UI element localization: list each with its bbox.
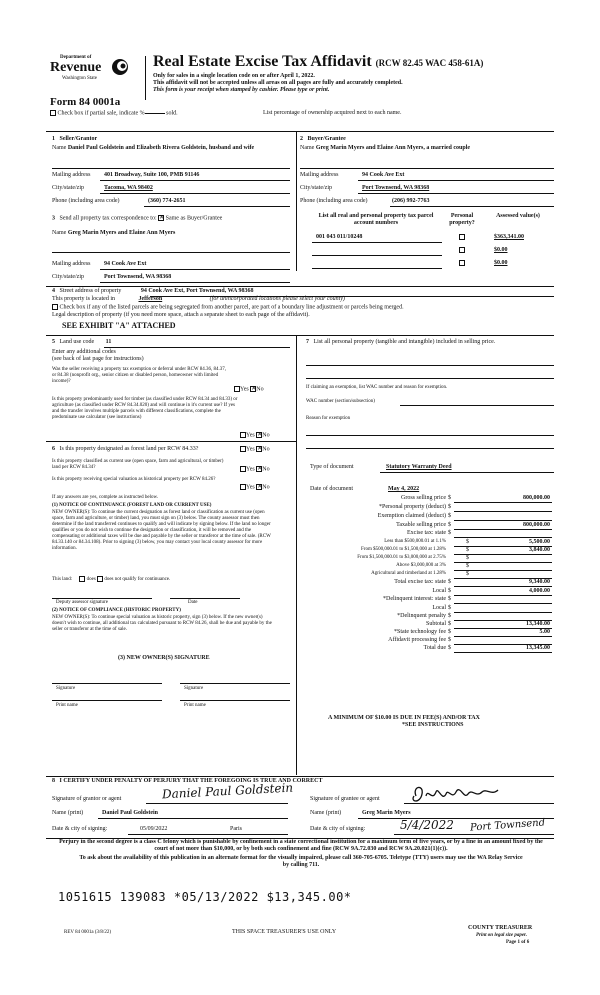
legal-description-label: Legal description of property (if you need more space, attach a separate sheet to each page of the affidavit).	[52, 312, 310, 318]
buyer-name	[300, 145, 556, 152]
doc-type-value[interactable]: Statutory Warranty Deed	[386, 464, 452, 470]
located-row	[52, 296, 345, 303]
land-use-label: Land use code	[59, 339, 95, 345]
same-as-buyer-label: Same as Buyer/Grantee	[165, 215, 223, 222]
header-line3: This form is your receipt when stamped by cashier. Please type or print.	[153, 87, 330, 93]
new-owner-print-label-1: Print name	[56, 703, 78, 708]
sec6-q1-answer	[240, 446, 270, 453]
sec5-q2: Is this property predominantly used for timber (as classified under RCW 84.34 and 84.33) or agriculture (as classified under RCW 84.34.020) and will continue in it's current use? If yes and the transfer involves multiple parcels with different classifications, complete the predominate use calculator (see instructions)	[52, 397, 238, 420]
page-number: Page 1 of 6	[506, 940, 530, 945]
sec5-q2-yes-label: Yes	[246, 432, 255, 439]
located-label: This property is located in	[52, 296, 115, 302]
sec5-q1-no-checkbox[interactable]: ✕	[251, 386, 257, 392]
segregate-checkbox[interactable]	[52, 304, 58, 310]
sec8-num: 8	[52, 778, 55, 784]
sec6-q4: If any answers are yes, complete as instructed below.	[52, 495, 159, 500]
sec6-num: 6	[52, 446, 55, 452]
partial-sale-checkbox[interactable]	[50, 110, 56, 116]
land-use-code[interactable]: 11	[105, 339, 112, 345]
tax-row-value[interactable]: 800,000.00	[523, 495, 550, 501]
tax-row-value[interactable]: 800,000.00	[523, 522, 550, 528]
reason-label: Reason for exemption	[306, 416, 351, 421]
street-num: 4	[52, 288, 55, 294]
segregate-row	[52, 304, 404, 311]
logo-bottom-text: Washington State	[62, 76, 98, 81]
tax-row-label: Affidavit processing fee	[388, 637, 446, 643]
tax-row-value[interactable]: 13,340.00	[526, 621, 550, 627]
grantor-name-value[interactable]: Daniel Paul Goldstein	[102, 810, 159, 816]
wac-label: WAC number (section/subsection)	[306, 399, 375, 404]
unincorp-note: (for unincorporated locations please select your county)	[209, 296, 345, 302]
parcels-header-accounts: List all real and personal property tax parcel account numbers	[318, 213, 434, 226]
correspondence-label: Send all property tax correspondence to:	[59, 215, 157, 222]
seller-name-label: Name	[52, 145, 67, 151]
minimum-fee-note: A MINIMUM OF $10.00 IS DUE IN FEE(S) AND/OR TAX	[328, 715, 480, 721]
tax-row-dollar: $	[466, 547, 469, 553]
tax-row-label: Above $3,000,000 at 3%	[396, 563, 446, 568]
grantee-signature-scribble[interactable]	[408, 782, 508, 808]
tax-row-value[interactable]: 3,840.00	[529, 547, 550, 553]
grantor-signature[interactable]: Daniel Paul Goldstein	[161, 780, 294, 802]
notice1-text: NEW OWNER(S): To continue the current designation as forest land or classification as current use (open space, farm and agriculture, or timber) land, you must sign on (3) below. The county assessor must then determine if the land transferred continues to qualify and will indicate by signing below. If the land no longer qualifies or you do not wish to continue the designation or classification, it will be removed and the compensating or additional taxes will be due and payable by the seller or transferor at the time of sale. (RCW 84.33.140 or 84.34.108). Prior to signing (3) below, you may contact your local county assessor for more information.	[52, 510, 271, 551]
tax-row-label: *Personal property (deduct)	[379, 504, 446, 510]
tax-row-label: Exemption claimed (deduct)	[377, 513, 446, 519]
tax-row-line	[454, 537, 552, 538]
correspondence-city-label: City/state/zip	[52, 274, 84, 280]
tax-row-label: From $1,500,000.01 to $3,000,000 at 2.75%	[357, 555, 446, 560]
tax-row-line	[454, 652, 552, 653]
grantor-date-label: Date & city of signing:	[52, 826, 108, 832]
tax-row-label: From $500,000.01 to $1,500,000 at 1.28%	[361, 547, 446, 552]
segregate-label: Check box if any of the listed parcels are being segregated from another parcel, are part of a boundary line adjustment or parcels being merged.	[59, 304, 404, 311]
tax-row-dollar: $	[448, 621, 451, 627]
cashier-stamp: 1051615 139083 *05/13/2022 $13,345.00*	[58, 890, 352, 904]
sec5-q2-no-label: No	[262, 432, 270, 439]
parcel-value-1[interactable]: $363,341.00	[494, 234, 524, 240]
logo-revenue-text: Revenue	[50, 60, 102, 75]
sec6-q1-yes-label: Yes	[246, 446, 255, 453]
tax-row-line	[454, 520, 552, 521]
partial-sale-row	[50, 110, 178, 117]
tax-row-dollar: $	[448, 513, 451, 519]
sec5-q1-answer	[234, 386, 264, 393]
this-land-row	[52, 576, 170, 583]
grantee-date-label: Date & city of signing:	[310, 826, 366, 832]
tax-row-label: Local	[432, 605, 446, 611]
buyer-city-value[interactable]: Port Townsend, WA 98368	[362, 185, 430, 191]
sec6-q3-answer	[240, 484, 270, 491]
tax-row-dollar: $	[448, 645, 451, 651]
tax-row-dollar: $	[466, 563, 469, 569]
rev-number: REV 84 0001a (3/8/22)	[64, 930, 111, 935]
sec5-q1: Was the seller receiving a property tax exemption or deferral under RCW 84.36, 84.37, or 84.38 (nonprofit org., senior citizen or disabled person, homeowner with limited income)?	[52, 367, 227, 384]
sec6-q1-text: Is this property designated as forest land per RCW 84.33?	[59, 446, 199, 452]
logo-swirl-icon	[110, 57, 130, 77]
buyer-phone-label: Phone (including area code)	[300, 198, 368, 204]
new-owner-print-label-2: Print name	[184, 703, 206, 708]
notice2-text: NEW OWNER(S): To continue special valuation as historic property, sign (3) below. If the new owner(s) doesn't wish to continue, all additional tax calculated pursuant to RCW 84.26, shall be due and payable by the seller or transferor at the time of sale.	[52, 615, 272, 632]
notice2-title: (2) NOTICE OF COMPLIANCE (HISTORIC PROPERTY)	[52, 608, 181, 613]
tax-row-dollar: $	[448, 495, 451, 501]
sec6-q3: Is this property receiving special valuation as historical property per RCW 84.26?	[52, 477, 216, 482]
seller-name-value[interactable]: Daniel Paul Goldstein and Elizabeth Rivera Goldstein, husband and wife	[67, 145, 255, 151]
ownership-note: List percentage of ownership acquired next to each name.	[263, 110, 402, 116]
seller-city-label: City/state/zip	[52, 185, 84, 191]
grantor-sig-label: Signature of grantor or agent	[52, 796, 122, 802]
buyer-heading-text: Buyer/Grantee	[307, 136, 346, 142]
tax-row-dollar: $	[448, 588, 451, 594]
tax-row-line	[454, 529, 552, 530]
land-does-label: does	[86, 577, 96, 583]
buyer-name-label: Name	[300, 145, 315, 151]
tax-row-dollar: $	[448, 613, 451, 619]
header-line1: Only for sales in a single location code on or after April 1, 2022.	[153, 73, 315, 79]
sec6-q1-no-checkbox[interactable]: ✕	[257, 446, 263, 452]
land-use-num: 5	[52, 339, 55, 345]
tax-row-dollar: $	[448, 596, 451, 602]
notice1-title: (1) NOTICE OF CONTINUANCE (FOREST LAND OR CURRENT USE)	[52, 503, 212, 508]
personal-property-checkbox-2[interactable]	[459, 247, 465, 253]
doc-type-label: Type of document	[310, 464, 354, 470]
correspondence-mailing-label: Mailing address	[52, 261, 91, 267]
doc-date-label: Date of document	[310, 486, 353, 492]
parcels-header-personal: Personal property?	[449, 213, 475, 226]
form-title	[153, 53, 483, 72]
tax-row-value[interactable]: 13,345.00	[526, 645, 550, 651]
grantor-name-label: Name (print)	[52, 810, 84, 816]
seller-heading: 1 Seller/Grantor	[52, 136, 98, 142]
tax-row-label: Total excise tax: state	[394, 579, 446, 585]
tax-row-label: Agricultural and timberland at 1.28%	[371, 571, 446, 576]
additional-codes-note: (see back of last page for instructions)	[52, 356, 144, 362]
exemption-label: If claiming an exemption, list WAC number and reason for exemption.	[306, 385, 448, 390]
partial-sale-label: Check box if partial sale, indicate %	[57, 110, 145, 117]
sec5-q1-yes-label: Yes	[240, 386, 249, 393]
treasurer-use: THIS SPACE TREASURER'S USE ONLY	[232, 929, 337, 935]
tax-row-value[interactable]: 5,500.00	[529, 539, 550, 545]
sec6-q2-yes-label: Yes	[246, 466, 255, 473]
correspondence-name-value[interactable]: Greg Marin Myers and Elaine Ann Myers	[67, 230, 176, 236]
grantee-date-value[interactable]: 5/4/2022	[400, 818, 454, 832]
form-number: Form 84 0001a	[50, 96, 121, 108]
tax-row-label: *State technology fee	[394, 629, 446, 635]
sec7-personal-property	[306, 339, 552, 346]
correspondence-name-label: Name	[52, 230, 67, 236]
land-use-row	[52, 339, 111, 346]
buyer-city-label: City/state/zip	[300, 185, 332, 191]
exhibit-text: SEE EXHIBIT "A" ATTACHED	[62, 321, 176, 330]
this-land-label: This land:	[52, 577, 73, 583]
tax-row-label: Excise tax: state	[407, 530, 446, 536]
tax-row-label: Subtotal	[425, 621, 446, 627]
tax-row-label: Less than $500,000.01 at 1.1%	[384, 539, 446, 544]
correspondence-city-value[interactable]: Port Townsend, WA 98368	[104, 274, 172, 280]
seller-name	[52, 145, 292, 152]
tax-row-label: *Delinquent penalty	[397, 613, 446, 619]
tax-row-line	[454, 636, 552, 637]
tax-row-line	[454, 612, 552, 613]
sec6-q1-no-label: No	[262, 446, 270, 453]
tax-row-value[interactable]: 5.00	[539, 629, 550, 635]
street-label: Street address of property	[59, 288, 122, 294]
tax-row-dollar: $	[466, 571, 469, 577]
buyer-mailing-label: Mailing address	[300, 172, 339, 178]
parcel-value-3[interactable]: $0.00	[494, 260, 508, 266]
parcel-acct-1[interactable]: 001 043 011/10248	[316, 234, 363, 240]
personal-property-checkbox-3[interactable]	[459, 260, 465, 266]
deputy-signature-label: Deputy assessor signature	[56, 600, 108, 605]
tax-row-line	[454, 628, 552, 629]
tax-row-label: Local	[432, 588, 446, 594]
logo-top-text: Department of	[60, 55, 92, 60]
land-does-checkbox[interactable]	[79, 576, 85, 582]
street-value[interactable]: 94 Cook Ave Ext, Port Townsend, WA 98368	[140, 288, 254, 294]
tax-row-line	[454, 502, 552, 503]
seller-mailing-value[interactable]: 401 Broadway, Suite 100, PMB 91146	[104, 172, 200, 178]
buyer-mailing-value[interactable]: 94 Cook Ave Ext	[362, 172, 405, 178]
dor-logo	[50, 55, 132, 91]
sec6-q3-no-checkbox[interactable]: ✕	[257, 484, 263, 490]
see-instructions: *SEE INSTRUCTIONS	[402, 722, 464, 728]
tax-row-dollar: $	[448, 522, 451, 528]
land-does-not-label: does not qualify for continuance.	[104, 577, 171, 583]
tax-row-dollar: $	[466, 539, 469, 545]
correspondence-row	[52, 215, 222, 222]
sec6-q2-answer	[240, 466, 270, 473]
tax-row-label: Total due	[423, 645, 446, 651]
tax-row-label: Gross selling price	[401, 495, 446, 501]
availability-notice: To ask about the availability of this publication in an alternate format for the visually impaired, please call 360-705-6705. Teletype (TTY) users may use the WA Relay Service by calling 711.	[79, 855, 523, 868]
seller-phone-label: Phone (including area code)	[52, 198, 120, 204]
tax-row-dollar: $	[448, 637, 451, 643]
header-line2: This affidavit will not be accepted unless all areas on all pages are fully and accurately completed.	[153, 80, 403, 86]
sec6-q2-no-label: No	[262, 466, 270, 473]
tax-row-value[interactable]: 4,000.00	[529, 588, 550, 594]
tax-row-dollar: $	[448, 504, 451, 510]
tax-row-value[interactable]: 9,340.00	[529, 579, 550, 585]
tax-row-dollar: $	[466, 555, 469, 561]
sec6-q2-no-checkbox[interactable]: ✕	[257, 466, 263, 472]
deputy-date-label: Date	[188, 600, 198, 605]
sec7-label: List all personal property (tangible and intangible) included in selling price.	[313, 339, 496, 345]
grantee-name-label: Name (print)	[310, 810, 342, 816]
partial-sale-suffix: sold.	[166, 110, 178, 117]
tax-row-line	[454, 595, 552, 596]
buyer-heading: 2 Buyer/Grantee	[300, 136, 346, 142]
sec5-q2-answer	[240, 432, 270, 439]
sec5-q1-no-label: No	[256, 386, 264, 393]
tax-row-label: *Delinquent interest: state	[383, 596, 446, 602]
located-value[interactable]: Jefferson	[138, 296, 163, 302]
correspondence-num: 3	[52, 215, 55, 222]
tax-row-dollar: $	[448, 530, 451, 536]
tax-row-line	[454, 603, 552, 604]
correspondence-name	[52, 230, 175, 237]
county-treasurer: COUNTY TREASURER	[468, 925, 533, 931]
form-title-text: Real Estate Excise Tax Affidavit	[153, 53, 372, 70]
parcels-header-assessed: Assessed value(s)	[496, 213, 540, 219]
sec6-q3-no-label: No	[262, 484, 270, 491]
form-rcw: (RCW 82.45 WAC 458-61A)	[375, 58, 484, 68]
tax-row-dollar: $	[448, 605, 451, 611]
personal-property-checkbox-1[interactable]	[459, 234, 465, 240]
additional-codes-label: Enter any additional codes	[52, 349, 116, 355]
new-owner-signature-label-1: Signature	[56, 686, 76, 691]
seller-phone-value[interactable]: (360) 774-2651	[148, 198, 186, 204]
perjury-notice: Perjury in the second degree is a class C felony which is punishable by confinement in a state correctional institution for a maximum term of five years, or by a fine in an amount fixed by the court of not more than $10,000, or by both such confinement and fine (RCW 9A.72.030 and RCW 9A.20.021(1)(c)).	[59, 839, 543, 852]
grantor-date-value[interactable]: 05/09/2022	[140, 826, 168, 832]
sec6-q2: Is this property classified as current use (open space, farm and agricultural, or timber) land per RCW 84.34?	[52, 459, 224, 470]
seller-mailing-label: Mailing address	[52, 172, 91, 178]
tax-row-dollar: $	[448, 629, 451, 635]
seller-heading-text: Seller/Grantor	[59, 136, 98, 142]
tax-row-line	[454, 586, 552, 587]
land-does-not-checkbox[interactable]	[97, 576, 103, 582]
grantee-name-value[interactable]: Greg Marin Myers	[362, 810, 411, 816]
buyer-phone-value[interactable]: (206) 992-7763	[392, 198, 430, 204]
seller-city-value[interactable]: Tacoma, WA 98402	[104, 185, 153, 191]
grantee-sig-label: Signature of grantee or agent	[310, 796, 380, 802]
same-as-buyer-checkbox[interactable]: ✕	[159, 215, 165, 221]
sec5-q2-no-checkbox[interactable]: ✕	[257, 432, 263, 438]
sec7-num: 7	[306, 339, 309, 345]
tax-row-label: Taxable selling price	[396, 522, 446, 528]
grantee-city-value[interactable]: Port Townsend	[469, 817, 546, 834]
street-row	[52, 288, 253, 295]
new-owner-signature-label-2: Signature	[184, 686, 204, 691]
sec6-q3-yes-label: Yes	[246, 484, 255, 491]
doc-date-value[interactable]: May 4, 2022	[388, 486, 420, 492]
certify-text: I CERTIFY UNDER PENALTY OF PERJURY THAT THE FOREGOING IS TRUE AND CORRECT	[59, 778, 323, 784]
grantor-city-value[interactable]: Paris	[230, 826, 242, 832]
legal-paper-note: Print on legal size paper.	[476, 933, 527, 938]
new-owner-signature-title: (3) NEW OWNER(S) SIGNATURE	[118, 655, 210, 661]
correspondence-mailing-value[interactable]: 94 Cook Ave Ext	[104, 261, 147, 267]
parcel-value-2[interactable]: $0.00	[494, 247, 508, 253]
buyer-name-value[interactable]: Greg Marin Myers and Elaine Ann Myers, a married couple	[315, 145, 471, 151]
tax-row-line	[454, 511, 552, 512]
tax-row-dollar: $	[448, 579, 451, 585]
